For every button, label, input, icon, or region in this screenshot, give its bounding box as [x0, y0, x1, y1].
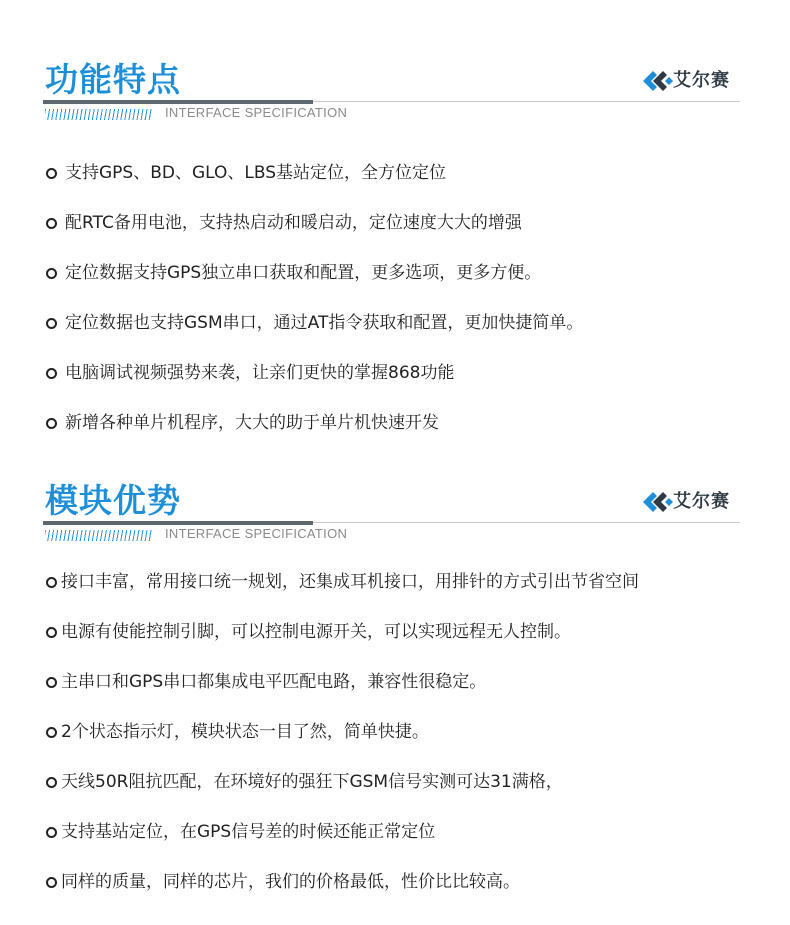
brand-logo-icon: [641, 490, 673, 514]
title-divider: [313, 522, 740, 523]
circle-bullet-icon: [46, 218, 57, 229]
circle-bullet-icon: [46, 627, 57, 638]
section-subtitle: INTERFACE SPECIFICATION: [165, 105, 348, 120]
title-divider: [313, 101, 740, 102]
brand-logo-text: 艾尔赛: [673, 70, 730, 91]
section-title: 功能特点: [45, 60, 181, 99]
circle-bullet-icon: [46, 418, 57, 429]
section-subtitle: INTERFACE SPECIFICATION: [165, 526, 348, 541]
circle-bullet-icon: [46, 168, 57, 179]
brand-logo: [641, 489, 741, 515]
circle-bullet-icon: [46, 827, 57, 838]
circle-bullet-icon: [46, 727, 57, 738]
circle-bullet-icon: [46, 677, 57, 688]
hatch-decoration: [45, 109, 152, 120]
section-features: 功能特点 INTERFACE SPECIFICATION 艾尔赛 支持GPS、BD、GLO、LBS基站定位，全方位定位 配RTC备用电池，支持热启动和暖启动，定位速度大大的增强 定位数据支持GPS独立串口获取和配置，更多选项，更多方便。 定位数据也支持GSM串口，通过AT指令获取和配置，更加快捷简单。 电脑调试视频强势来袭，让亲们更快的掌握868功能 新增各种单片机程序，大大的助于单片机快速开发: [0, 60, 790, 440]
section-title: 模块优势: [45, 481, 181, 520]
hatch-decoration: [45, 530, 152, 541]
brand-logo-icon: [641, 69, 673, 93]
brand-logo: [641, 68, 741, 94]
circle-bullet-icon: [46, 877, 57, 888]
title-underline: [43, 100, 313, 104]
circle-bullet-icon: [46, 577, 57, 588]
circle-bullet-icon: [46, 318, 57, 329]
section-advantages: 模块优势 INTERFACE SPECIFICATION 艾尔赛 接口丰富，常用接口统一规划，还集成耳机接口，用排针的方式引出节省空间 电源有使能控制引脚，可以控制电源开关，可以实现远程无人控制。 主串口和GPS串口都集成电平匹配电路，兼容性很稳定。 2个状态指示灯，模块状态一目了然，简单快捷。 天线50R阻抗匹配，在环境好的强狂下GSM信号实测可达31满格， 支持基站定位，在GPS信号差的时候还能正常定位 同样的质量，同样的芯片，我们的价格最低，性价比比较高。: [0, 481, 790, 901]
circle-bullet-icon: [46, 368, 57, 379]
circle-bullet-icon: [46, 777, 57, 788]
circle-bullet-icon: [46, 268, 57, 279]
title-underline: [43, 521, 313, 525]
brand-logo-text: 艾尔赛: [673, 491, 730, 512]
